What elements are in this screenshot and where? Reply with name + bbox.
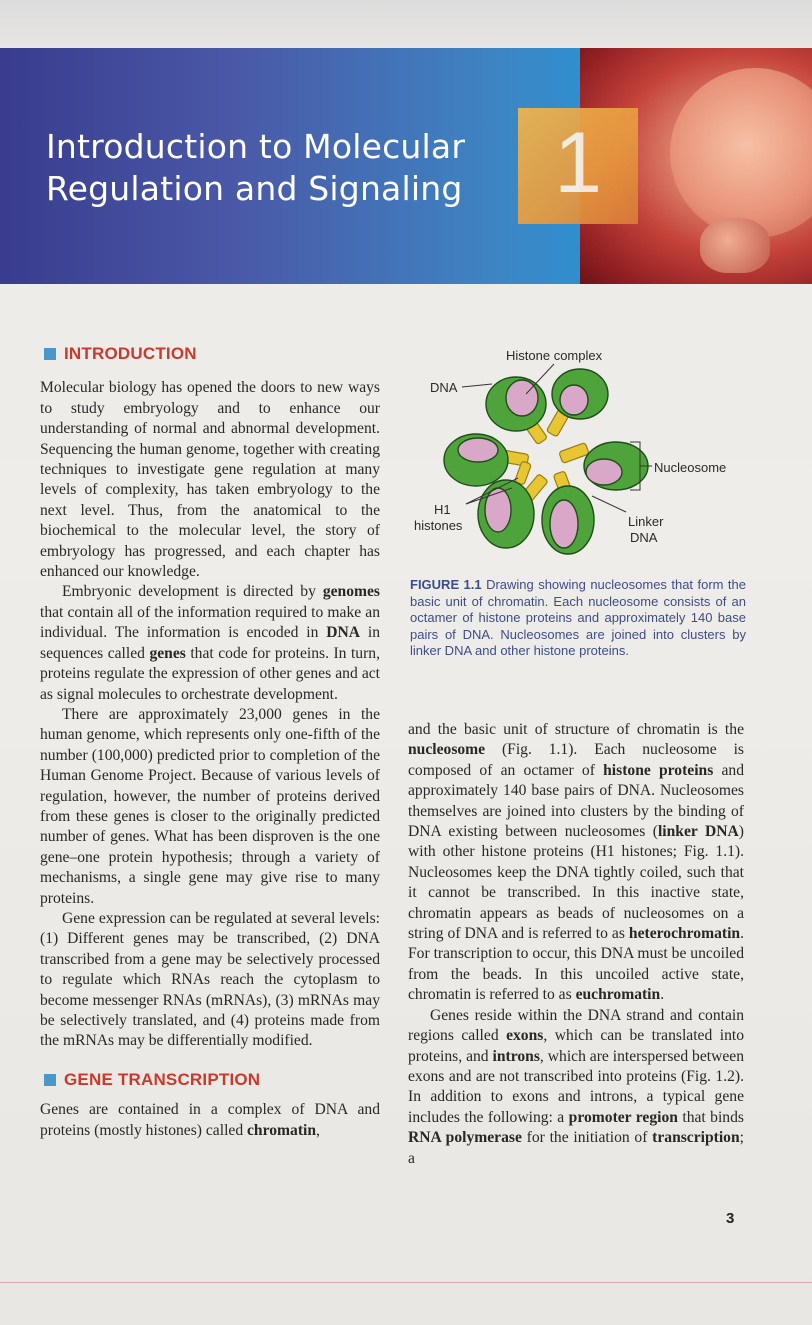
right-paragraph-1 [408,720,744,1006]
nucleosomes [444,369,648,554]
left-column [40,340,380,1141]
label-nucleosome: Nucleosome [654,460,727,475]
heading-square-icon [44,348,56,360]
nucleosome-2 [552,369,608,419]
nucleosome-6 [444,434,508,486]
term-promoter-region: promoter region [568,1108,678,1126]
text-run: Embryonic development is directed by [62,583,323,601]
term-nucleosome: nucleosome [408,741,486,759]
label-dna: DNA [430,380,458,395]
term-genes: genes [149,644,186,662]
introduction-heading-text: INTRODUCTION [64,344,197,363]
figure-caption [410,577,746,660]
text-run: , [316,1121,320,1139]
intro-paragraph-4: Gene expression can be regulated at several levels: (1) Different genes may be transcribed, (2) DNA transcribed from a gene may be selectively processed to regulate which RNAs reach the cytoplasm to become messenger RNAs (mRNAs), (3) mRNAs may be selectively translated, and (4) proteins made from the mRNAs may be differentially modified. [40,909,380,1050]
nucleosome-diagram [408,344,748,574]
fetus-head-shape [670,68,812,238]
text-run: that contain all of the information required to make an individual. The information is encoded in [40,603,380,642]
intro-paragraph-3: There are approximately 23,000 genes in the human genome, which represents only one-fifth of the number (100,000) predicted prior to completion of the Human Genome Project. Because of various levels of regulation, however, the number of proteins derived from these genes is closer to the originally predicted number of genes. What has been disproven is the one gene–one protein hypothesis; through a variety of mechanisms, a single gene may give rise to many proteins. [40,705,380,907]
term-linker-dna: linker DNA [657,823,739,841]
text-run: Genes reside within the DNA strand and contain regions called [408,1006,744,1045]
label-linker-dna: DNA [630,530,658,545]
label-histone-complex: Histone complex [506,348,603,363]
term-genomes: genomes [322,583,380,601]
gene-transcription-heading [44,1070,380,1090]
text-run: for the initiation of [521,1129,653,1147]
text-run: Genes are contained in a complex of DNA and proteins (mostly histones) called [40,1101,380,1139]
text-run: , which are interspersed between exons and are not transcribed into proteins (Fig. 1.2). In addition to exons and introns, a typical gene includes the following: a [408,1047,744,1126]
chapter-title [46,126,465,210]
chapter-title-line1: Introduction to Molecular [46,127,466,166]
right-column [408,720,744,1169]
chapter-number: 1 [554,115,602,211]
text-run: ) with other histone proteins (H1 histones; Fig. 1.1). Nucleosomes keep the DNA tightly coiled, such that it cannot be transcribed. In this inactive state, chromatin appears as beads of nucleosomes on a string of DNA and is referred to as [408,823,744,943]
introduction-heading [44,344,380,364]
label-h1: H1 [434,502,451,517]
term-histone-proteins: histone proteins [603,761,714,779]
figure-1-1 [408,344,748,574]
caption-label: FIGURE 1.1 [410,577,482,592]
term-euchromatin: euchromatin [575,986,661,1004]
page-bottom-rule [0,1282,812,1283]
term-heterochromatin: heterochromatin [628,925,741,943]
term-dna: DNA [326,624,361,642]
text-run: . For transcription to occur, this DNA must be uncoiled from the beads. In this uncoiled active state, chromatin is referred to as [408,925,744,1004]
gene-transcription-paragraph [40,1100,380,1141]
chapter-title-line2: Regulation and Signaling [46,169,463,208]
nucleosome-3 [584,442,648,490]
term-exons: exons [506,1027,544,1045]
chapter-banner [0,48,812,284]
caption-text: Drawing showing nucleosomes that form the basic unit of chromatin. Each nucleosome consists of an octamer of histone proteins and approximately 140 base pairs of DNA. Nucleosomes are joined into clusters by linker DNA and other histone proteins. [410,577,746,658]
term-introns: introns [492,1047,540,1065]
page-top-margin [0,0,812,48]
intro-paragraph-1: Molecular biology has opened the doors to new ways to study embryology and to enhance our understanding of normal and abnormal development. Sequencing the human genome, together with creating techniques to investigate gene regulation at many levels of complexity, has taken embryology to the next level. Thus, from the anatomical to the biochemical to the molecular level, the story of embryology has progressed, and each chapter has enhanced our knowledge. [40,379,380,581]
term-chromatin: chromatin [247,1121,317,1139]
gene-transcription-heading-text: GENE TRANSCRIPTION [64,1069,261,1089]
term-rna-polymerase: RNA polymerase [408,1129,522,1147]
term-transcription: transcription [652,1129,740,1147]
intro-paragraph-2 [40,582,380,704]
fetus-hand-shape [700,218,770,273]
text-run: that binds [677,1108,744,1126]
text-run: ; a [408,1129,744,1167]
page-number: 3 [726,1210,735,1227]
right-paragraph-2 [408,1006,744,1169]
chapter-number-box [518,108,638,224]
text-run: . [660,986,665,1004]
text-run: that code for proteins. In turn, proteins regulate the expression of other genes and act as signal molecules to orchestrate development. [40,644,380,703]
label-linker: Linker [628,514,664,529]
text-run: and approximately 140 base pairs of DNA. Nucleosomes themselves are joined into clusters by the binding of DNA existing between nucleosomes ( [408,761,744,841]
label-histones: histones [414,518,463,533]
text-run: (Fig. 1.1). Each nucleosome is composed of an octamer of [408,741,744,779]
nucleosome-1 [486,377,546,431]
text-run: , which can be translated into proteins, and [408,1027,744,1065]
nucleosome-4 [542,486,594,554]
heading-square-icon [44,1074,56,1086]
text-run: and the basic unit of structure of chromatin is the [408,721,744,738]
text-run: in sequences called [40,624,380,662]
